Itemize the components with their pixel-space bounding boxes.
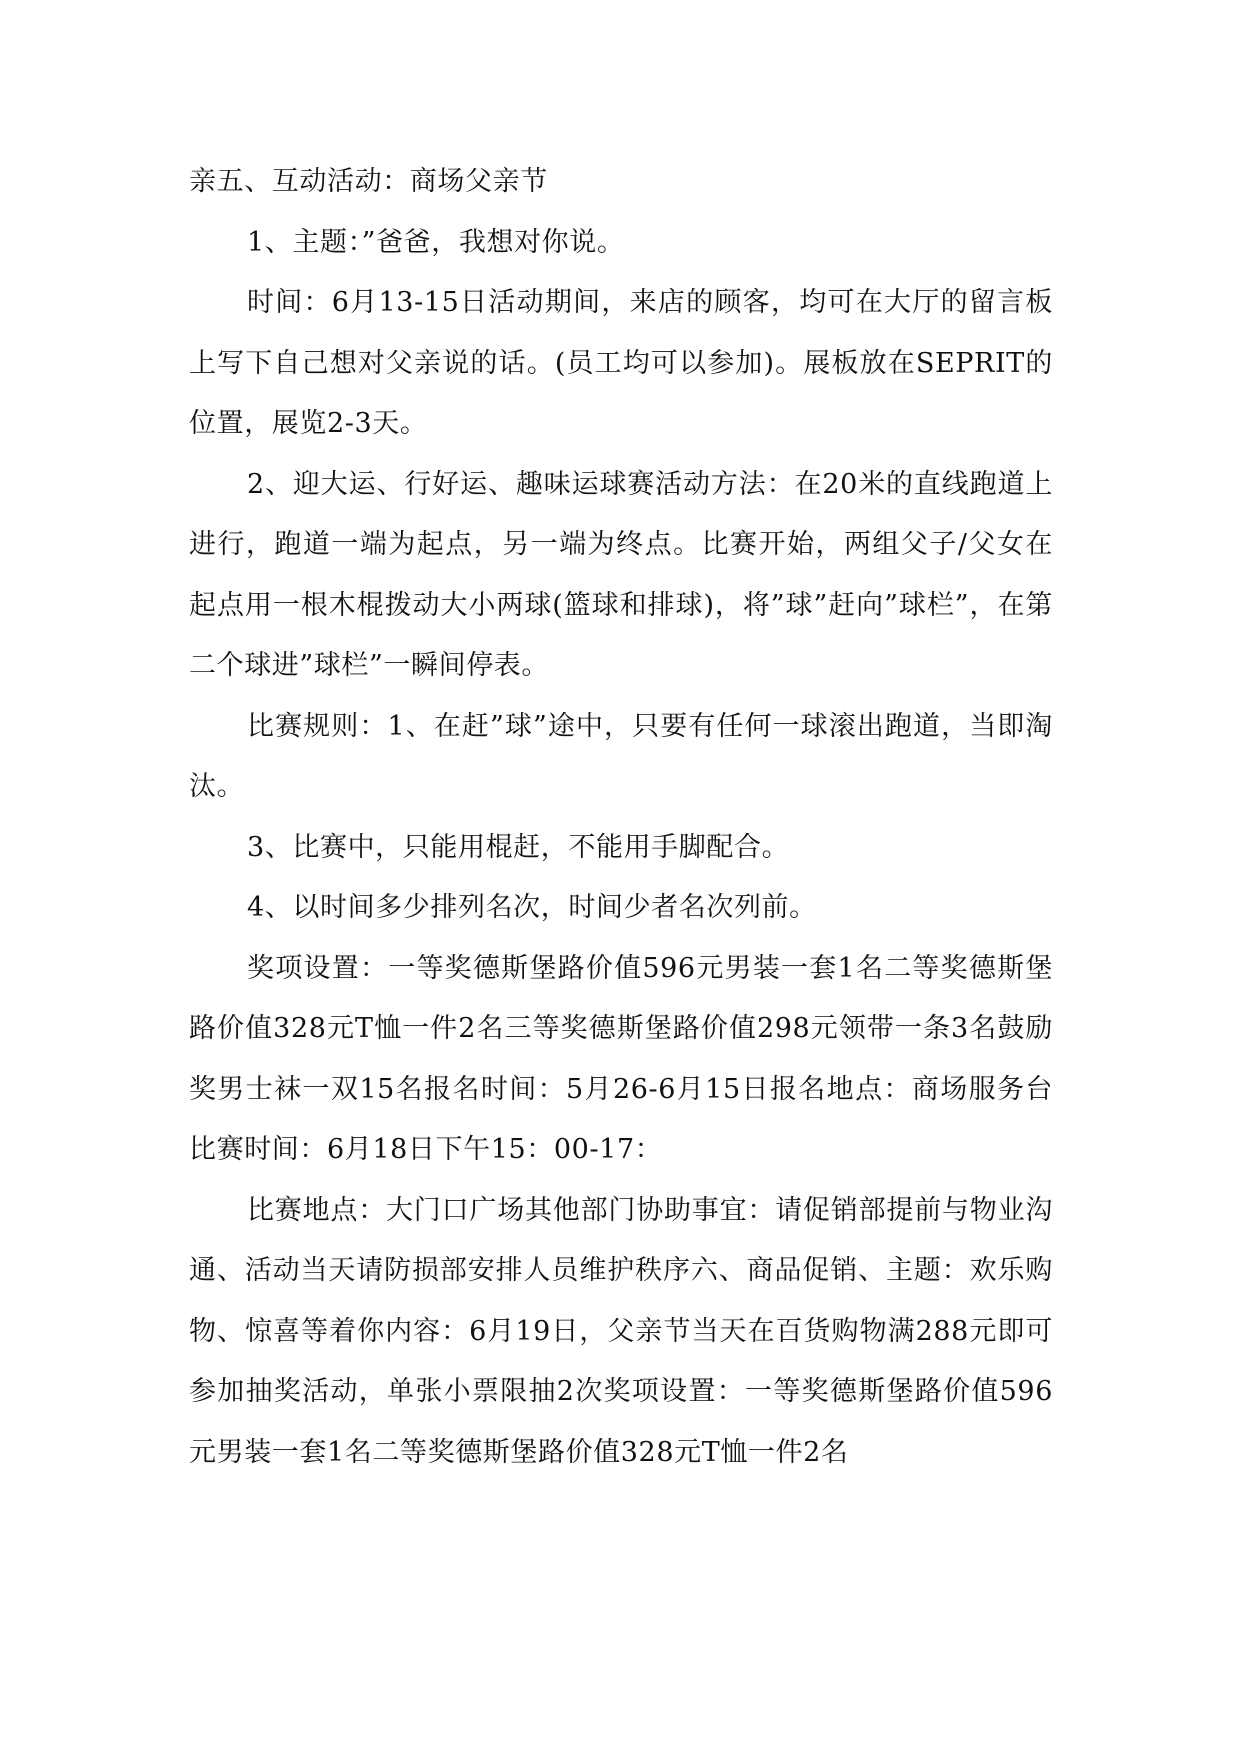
section-heading: 亲五、互动活动：商场父亲节	[189, 166, 548, 197]
document-body	[189, 152, 1053, 1483]
paragraph-ball-game: 2、迎大运、行好运、趣味运球赛活动方法：在20米的直线跑道上进行，跑道一端为起点，另一端为终点。比赛开始，两组父子/父女在起点用一根木棍拨动大小两球(篮球和排球)，将”球”赶向”球栏”，在第二个球进”球栏”一瞬间停表。	[189, 468, 1053, 681]
paragraph-time: 时间：6月13-15日活动期间，来店的顾客，均可在大厅的留言板上写下自己想对父亲说的话。(员工均可以参加)。展板放在SEPRIT的位置，展览2-3天。	[189, 287, 1053, 439]
paragraph-venue-promotion: 比赛地点：大门口广场其他部门协助事宜：请促销部提前与物业沟通、活动当天请防损部安排人员维护秩序六、商品促销、主题：欢乐购物、惊喜等着你内容：6月19日，父亲节当天在百货购物满288元即可参加抽奖活动，单张小票限抽2次奖项设置：一等奖德斯堡路价值596元男装一套1名二等奖德斯堡路价值328元T恤一件2名	[189, 1194, 1053, 1468]
paragraph-prizes: 奖项设置：一等奖德斯堡路价值596元男装一套1名二等奖德斯堡路价值328元T恤一件2名三等奖德斯堡路价值298元领带一条3名鼓励奖男士袜一双15名报名时间：5月26-6月15日报名地点：商场服务台比赛时间：6月18日下午15：00-17：	[189, 952, 1053, 1165]
paragraph-rules: 比赛规则：1、在赶”球”途中，只要有任何一球滚出跑道，当即淘汰。	[189, 710, 1053, 802]
paragraph-rule-4: 4、以时间多少排列名次，时间少者名次列前。	[247, 892, 817, 923]
paragraph-rule-3: 3、比赛中，只能用棍赶，不能用手脚配合。	[247, 831, 790, 863]
paragraph-theme: 1、主题：”爸爸，我想对你说。	[247, 226, 625, 258]
